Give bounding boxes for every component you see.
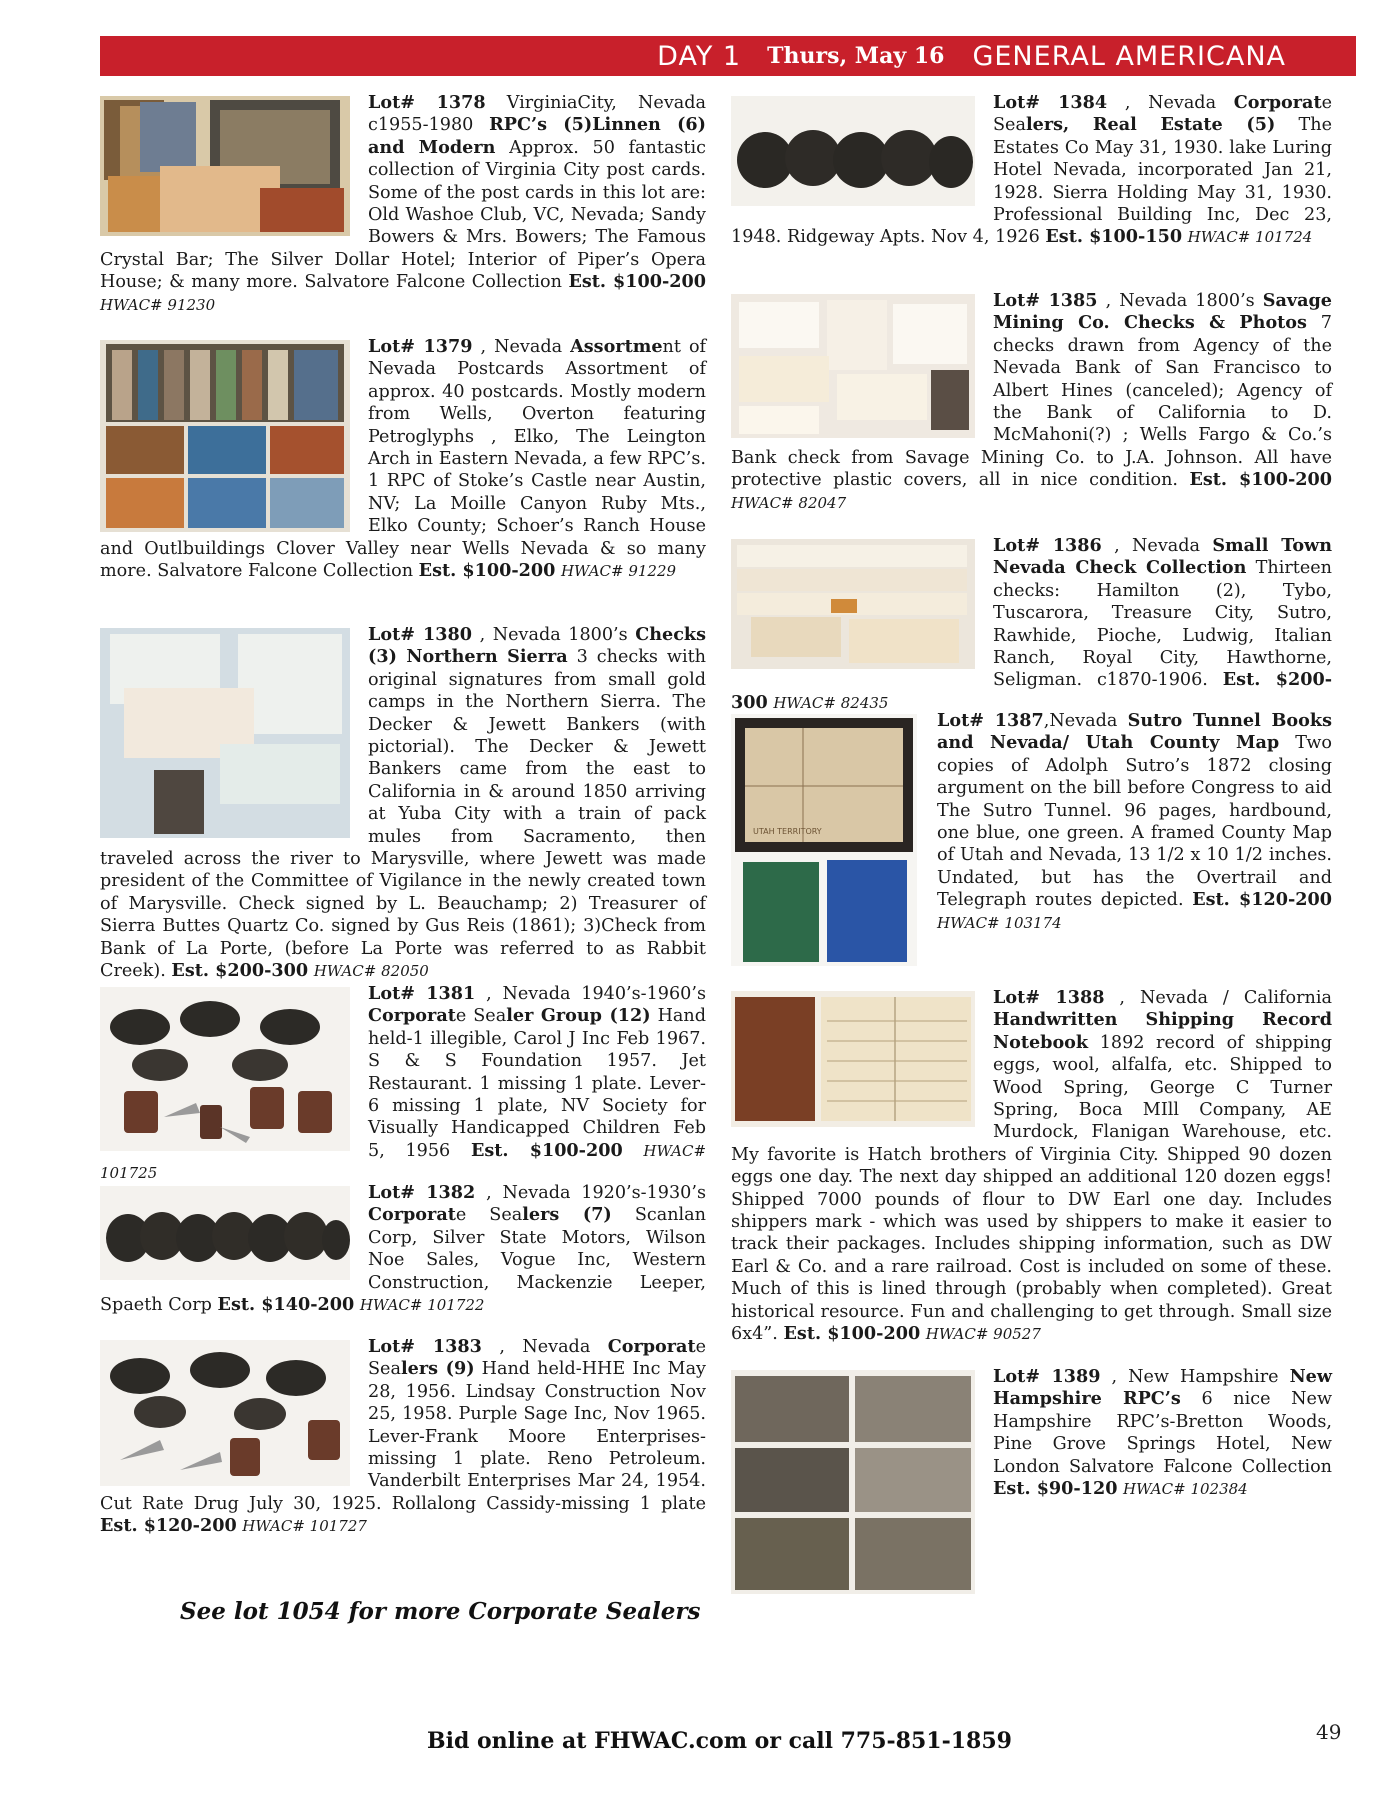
lot-description: 1892 record of shipping eggs, wool, alfalfa, etc. Shipped to Wood Spring, George C Turner Spring, Boca MIll Company, AE Murdock, Flanigan Warehouse, etc. My favorite is Hatch brothers of Virginia City. Shipped 90 dozen eggs one day. The next day shipped an additional 120 dozen eggs! Shipped 7000 pounds of flour to DW Earl one day. Includes shippers mark - which was used by shippers to make it easier to track their packages. Includes shipping information, such as DW Earl & Co. and a rare railroad. Cost is included on some of these. Much of this is lined through (probably when completed). Great historical resource. Fun and challenging to get through. Small size 6x4”. — [731, 1032, 1332, 1345]
map-label: UTAH TERRITORY — [753, 827, 822, 836]
lot-hwac: HWAC# 82435 — [773, 693, 889, 712]
lot-estimate: Est. $100-200 — [783, 1323, 921, 1345]
lot-1386 — [731, 535, 1332, 714]
lot-number: Lot# 1386 — [993, 535, 1102, 556]
lot-hwac: HWAC# 101725 — [100, 1141, 707, 1183]
section-title: GENERAL AMERICANA — [972, 40, 1286, 72]
postcards-photo — [100, 96, 350, 236]
lot-location: , Nevada 1800’s — [1105, 291, 1255, 311]
lot-number: Lot# 1389 — [993, 1366, 1101, 1387]
lot-estimate: Est. $120-200 — [1192, 889, 1333, 911]
lot-title-b: e Sea — [368, 1337, 706, 1380]
lot-estimate: Est. $200-300 — [171, 960, 309, 982]
lot-hwac: HWAC# 91230 — [100, 295, 216, 314]
lot-location: , Nevada 1940’s-1960’s — [486, 984, 706, 1004]
lot-title-a: Corporat — [1233, 92, 1322, 113]
page-number: 49 — [1316, 1720, 1342, 1744]
lot-location: , Nevada — [499, 1337, 591, 1357]
lot-estimate: Est. $100-200 — [418, 560, 556, 582]
lot-estimate: Est. $90-120 — [993, 1478, 1118, 1500]
lot-title-b: e Sea — [993, 93, 1332, 136]
lot-description: Two copies of Adolph Sutro’s 1872 closing argument on the bill before Congress to aid The Sutro Tunnel. 96 pages, hardbound, one blue, one green. A framed County Map of Utah and Nevada, 13 1/2 x 10 1/2 inches. Undated, but has the Overtrail and Telegraph routes depicted. — [937, 733, 1332, 911]
lot-estimate: Est. $200-300 — [731, 669, 1332, 713]
lot-number: Lot# 1383 — [368, 1336, 482, 1357]
lot-hwac: HWAC# 101727 — [242, 1517, 367, 1536]
lot-hwac: HWAC# 90527 — [925, 1325, 1041, 1344]
lot-title-c: lers, Real Estate (5) — [1025, 114, 1276, 136]
lot-estimate: Est. $120-200 — [100, 1515, 237, 1537]
sutro-map-books-photo — [731, 714, 917, 966]
lot-1388 — [731, 987, 1332, 1346]
lot-number: Lot# 1387 — [937, 710, 1044, 731]
lot-1379 — [100, 336, 706, 582]
lot-description: of Nevada Postcards Assortment of approx. 40 postcards. Mostly modern from Wells, Overton featuring Petroglyphs , Elko, The Leington Arch in Eastern Nevada, a few RPC’s. 1 RPC of Stoke’s Castle near Austin, NV; La Moille Canyon Ruby Mts., Elko County; Schoer’s Ranch House and Outlbuildings Clover Valley near Wells Nevada & so many more. Salvatore Falcone Collection — [100, 337, 707, 582]
lot-1385 — [731, 290, 1332, 514]
lot-number: Lot# 1388 — [993, 987, 1105, 1008]
day-label: DAY 1 — [657, 40, 742, 72]
lot-title-a: Corporat — [368, 1204, 456, 1226]
lot-description: Hand held-1 illegible, Carol J Inc Feb 1967. S & S Foundation 1957. Jet Restaurant. 1 missing 1 plate. Lever- 6 missing 1 plate, NV Society for Visually Handicapped Children Feb 5, 1956 — [368, 1006, 706, 1161]
new-hampshire-rpc-photo — [731, 1370, 975, 1594]
lot-title-a: Corporat — [607, 1336, 696, 1357]
sealers-photo — [100, 987, 350, 1151]
lot-number: Lot# 1384 — [993, 92, 1108, 113]
nevada-postcards-photo — [100, 340, 350, 532]
lot-hwac: HWAC# 103174 — [937, 913, 1062, 932]
lot-location: , Nevada — [480, 337, 563, 357]
lot-1381 — [100, 983, 706, 1185]
lot-description: Hand held-HHE Inc May 28, 1956. Lindsay Construction Nov 25, 1958. Purple Sage Inc, Nov 1965. Lever-Frank Moore Enterprises-missing 1 plate. Reno Petroleum. Vanderbilt Enterprises Mar 24, 1954. Cut Rate Drug July 30, 1925. Rollalong Cassidy-missing 1 plate — [100, 1359, 706, 1514]
lot-1382 — [100, 1182, 706, 1316]
lot-1378 — [100, 92, 706, 316]
lot-location: , Nevada — [1124, 93, 1217, 113]
lot-hwac: HWAC# 82050 — [313, 962, 429, 981]
lot-location: ,Nevada — [1043, 711, 1118, 731]
lot-number: Lot# 1380 — [368, 624, 473, 645]
lot-description: 7 checks drawn from Agency of the Nevada Bank of San Francisco to Albert Hines (canceled); Agency of the Bank of California to D. McMahoni(?) ; Wells Fargo & Co.’s Bank check from Savage Mining Co. to J.A. Johnson. All have protective plastic covers, all in nice condition. — [731, 313, 1332, 491]
lot-number: Lot# 1382 — [368, 1182, 476, 1203]
small-town-checks-photo — [731, 539, 975, 669]
lot-hwac: HWAC# 82047 — [731, 493, 847, 512]
lot-title-rest: nt — [662, 337, 681, 357]
shipping-notebook-photo — [731, 991, 975, 1127]
lot-estimate: Est. $140-200 — [217, 1294, 355, 1316]
sealers-group-photo — [100, 1340, 350, 1486]
lot-number: Lot# 1381 — [368, 983, 476, 1004]
lot-estimate: Est. $100-150 — [1045, 226, 1183, 248]
lot-title-b: e Sea — [455, 1006, 507, 1027]
lot-estimate: Est. $100-200 — [1189, 469, 1333, 491]
checks-photo — [100, 628, 350, 838]
lot-description: Thirteen checks: Hamilton (2), Tybo, Tuscarora, Treasure City, Sutro, Rawhide, Pioche, Ludwig, Italian Ranch, Royal City, Hawthorne, Seligman. c1870-1906. — [993, 558, 1332, 691]
lot-number: Lot# 1385 — [993, 290, 1098, 311]
lot-location: , Nevada 1920’s-1930’s — [486, 1183, 706, 1203]
lot-title-b: e Sea — [455, 1205, 523, 1226]
lot-hwac: HWAC# 91229 — [560, 562, 677, 581]
lot-hwac: HWAC# 102384 — [1123, 1480, 1248, 1499]
see-also-note: See lot 1054 for more Corporate Sealers — [180, 1598, 701, 1625]
sealers-row-photo — [100, 1186, 350, 1280]
lot-title-c: ler Group (12) — [506, 1005, 651, 1027]
lot-1389 — [731, 1366, 1332, 1598]
lot-number: Lot# 1379 — [368, 336, 473, 357]
lot-hwac: HWAC# 101724 — [1187, 228, 1313, 247]
lot-title: Savage Mining Co. Checks & Photos — [993, 290, 1332, 334]
lot-location: , Nevada 1800’s — [479, 625, 628, 645]
lot-estimate: Est. $100-200 — [470, 1139, 623, 1161]
lot-location: , Nevada — [1114, 536, 1200, 556]
lot-description: Approx. 50 fantastic collection of Virginia City post cards. Some of the post cards in this lot are: Old Washoe Club, VC, Nevada; Sandy Bowers & Mrs. Bowers; The Famous Crystal Bar; The Silver Dollar Hotel; Interior of Piper’s Opera House; & many more. Salvatore Falcone Collection — [100, 137, 707, 293]
lot-description: Scanlan Corp, Silver State Motors, Wilson Noe Sales, Vogue Inc, Western Construction, Mackenzie Leeper, Spaeth Corp — [100, 1205, 706, 1316]
lot-1387 — [731, 710, 1332, 970]
lot-1384 — [731, 92, 1332, 249]
lot-title-c: lers (7) — [522, 1204, 612, 1226]
lot-title-c: lers (9) — [400, 1358, 475, 1380]
lot-location: , Nevada / California — [1119, 988, 1332, 1008]
lot-description: 6 nice New Hampshire RPC’s-Bretton Woods, Pine Grove Springs Hotel, New London Salvatore Falcone Collection — [993, 1389, 1333, 1477]
savage-checks-photo — [731, 294, 975, 438]
lot-description: The Estates Co May 31, 1930. lake Luring Hotel Nevada, incorporated Jan 21, 1928. Sierra Holding May 31, 1930. Professional Building Inc, Dec 23, 1948. Ridgeway Apts. Nov 4, 1926 — [731, 115, 1332, 248]
date-label: Thurs, May 16 — [767, 43, 945, 69]
lot-title: RPC’s (5)Linnen (6) and Modern — [368, 114, 706, 158]
lot-title: Checks (3) Northern Sierra — [368, 624, 706, 668]
lot-1383 — [100, 1336, 706, 1538]
lot-title-a: Corporat — [368, 1005, 456, 1027]
lot-hwac: HWAC# 101722 — [359, 1296, 485, 1315]
lot-1380 — [100, 624, 706, 983]
lot-location: , New Hampshire — [1111, 1367, 1279, 1387]
real-estate-sealers-photo — [731, 96, 975, 206]
lot-title: Handwritten Shipping Record Notebook — [993, 1009, 1332, 1053]
section-banner — [100, 36, 1356, 76]
lot-description: 3 checks with original signatures from small gold camps in the Northern Sierra. The Decker & Jewett Bankers (with pictorial). The Decker & Jewett Bankers came from the east to California in & around 1850 arriving at Yuba City with a train of pack mules from Sacramento, then traveled across the river to Marysville, where Jewett was made president of the Committee of Vigilance in the newly created town of Marysville. Check signed by L. Beauchamp; 2) Treasurer of Sierra Buttes Quartz Co. signed by Gus Reis (1861); 3)Check from Bank of La Porte, (before La Porte was referred to as Rabbit Creek). — [100, 647, 706, 982]
bid-online-footer: Bid online at FHWAC.com or call 775-851-1859 — [427, 1728, 1012, 1754]
lot-estimate: Est. $100-200 — [568, 271, 707, 293]
lot-title: New Hampshire RPC’s — [993, 1366, 1332, 1410]
lot-number: Lot# 1378 — [368, 92, 486, 113]
lot-title: Sutro Tunnel Books and Nevada/ Utah County Map — [937, 710, 1332, 754]
lot-title-bold: Assortme — [570, 336, 663, 357]
lot-location: VirginiaCity, Nevada c1955-1980 — [368, 93, 706, 136]
lot-title: Small Town Nevada Check Collection — [993, 535, 1332, 579]
